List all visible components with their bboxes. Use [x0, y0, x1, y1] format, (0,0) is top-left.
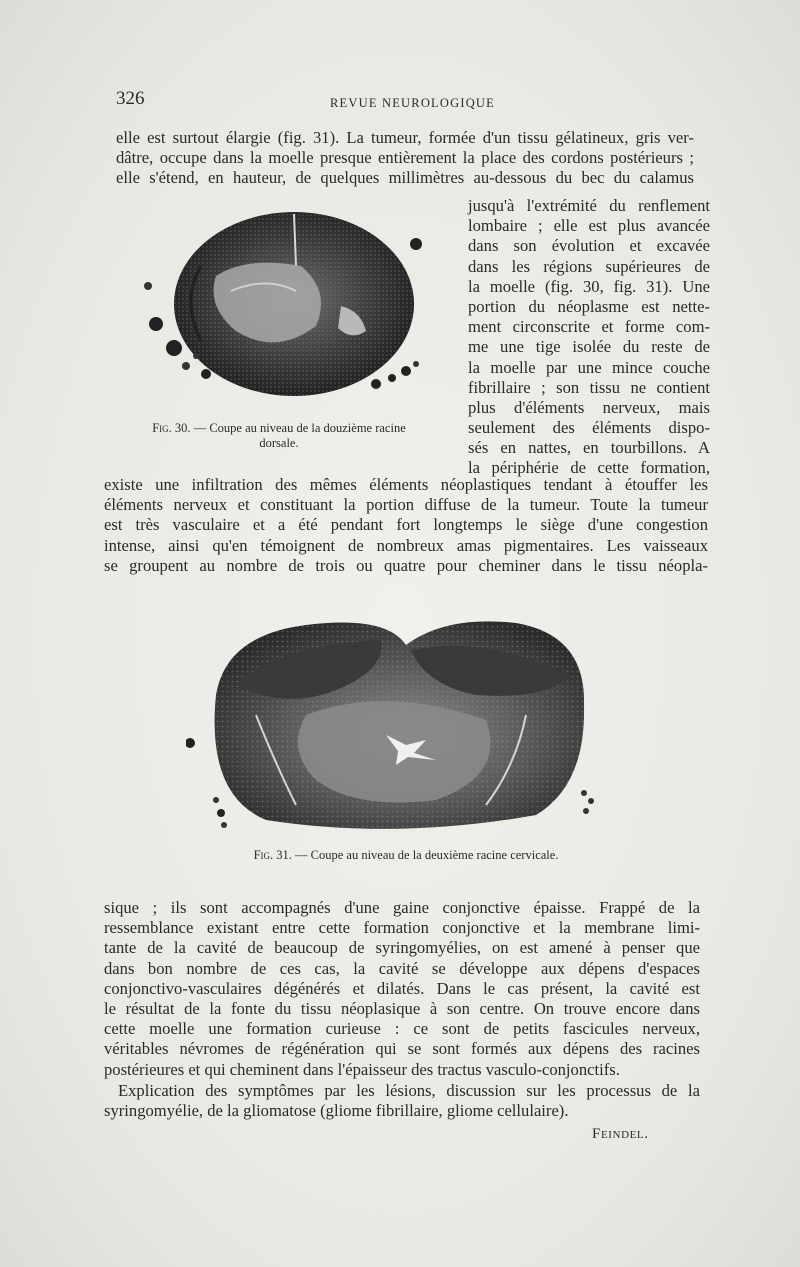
- figure-label: Fig. 31.: [253, 848, 292, 862]
- explication-paragraph: [104, 1081, 700, 1121]
- text-line: sique ; ils sont accompagnés d'une gaine conjonctive épaisse. Frappé de la: [104, 898, 700, 917]
- text-line: jusqu'à l'extrémité du renflement: [468, 196, 710, 215]
- text-line: seulement des éléments dispo-: [468, 418, 710, 438]
- figure-31-illustration: [186, 615, 606, 835]
- text-line: le résultat de la fonte du tissu néoplasique à son centre. On trouve encore dans: [104, 998, 700, 1018]
- text-line: postérieures et qui cheminent dans l'épaisseur des tractus vasculo-conjonctifs.: [104, 1059, 620, 1079]
- text-line: existe une infiltration des mêmes éléments néoplastiques tendant à étouffer les: [104, 475, 708, 494]
- text-line: conjonctivo-vasculaires dégénérés et dilatés. Dans le cas présent, la cavité est: [104, 978, 700, 998]
- page-number: 326: [116, 88, 145, 109]
- running-head: REVUE NEUROLOGIQUE: [330, 96, 495, 110]
- caption-text: dorsale.: [259, 436, 299, 450]
- text-line: tante de la cavité de beaucoup de syringomyélies, on est amené à penser que: [104, 938, 700, 958]
- side-column: [468, 196, 710, 479]
- text-line: cette moelle une formation curieuse : ce sont de petits fascicules nerveux,: [104, 1019, 700, 1039]
- text-line: ressemblance existant entre cette formation conjonctive et la membrane limi-: [104, 918, 700, 938]
- text-line: plus d'éléments nerveux, mais: [468, 397, 710, 417]
- text-line: me une tige isolée du reste de: [468, 337, 710, 357]
- caption-text: — Coupe au niveau de la douzième racine: [193, 421, 406, 435]
- text-line: intense, ainsi qu'en témoignent de nombreux amas pigmentaires. Les vaisseaux: [104, 535, 708, 555]
- text-line: la périphérie de cette formation,: [468, 458, 710, 478]
- text-line: syringomyélie, de la gliomatose (gliome fibrillaire, gliome cellulaire).: [104, 1101, 569, 1121]
- text-line: éléments nerveux et constituant la portion diffuse de la tumeur. Toute la tumeur: [104, 495, 708, 515]
- text-line: dans son évolution et excavée: [468, 236, 710, 256]
- text-line: fibrillaire ; son tissu ne contient: [468, 377, 710, 397]
- text-line: dans les régions supérieures de: [468, 256, 710, 276]
- text-line: véritables névromes de régénération qui se sont formés aux dépens des racines: [104, 1039, 700, 1059]
- text-line: est très vasculaire et a été pendant fort longtemps le siège d'une congestion: [104, 515, 708, 535]
- top-paragraph: [116, 128, 694, 189]
- caption-text: — Coupe au niveau de la deuxième racine cervicale.: [295, 848, 559, 862]
- text-line: dans bon nombre de ces cas, la cavité se développe aux dépens d'espaces: [104, 958, 700, 978]
- text-line: ment circonscrite et forme com-: [468, 317, 710, 337]
- text-line: sés en nattes, en tourbillons. A: [468, 438, 710, 458]
- figure-31-caption: [196, 848, 616, 863]
- author-signature: Feindel.: [592, 1126, 649, 1142]
- text-line: lombaire ; elle est plus avancée: [468, 216, 710, 236]
- text-line: la moelle (fig. 30, fig. 31). Une: [468, 276, 710, 296]
- text-line: dâtre, occupe dans la moelle presque entièrement la place des cordons postérieurs ;: [116, 148, 694, 168]
- middle-paragraph: [104, 475, 708, 576]
- text-line: elle s'étend, en hauteur, de quelques millimètres au-dessous du bec du calamus: [116, 168, 694, 188]
- text-line: la moelle par une mince couche: [468, 357, 710, 377]
- figure-30-caption: [104, 421, 454, 451]
- figure-30-illustration: [126, 206, 446, 416]
- text-line: Explication des symptômes par les lésions, discussion sur les processus de la: [118, 1081, 700, 1100]
- bottom-paragraph: [104, 898, 700, 1080]
- text-line: elle est surtout élargie (fig. 31). La tumeur, formée d'un tissu gélatineux, gris ver-: [116, 128, 694, 147]
- text-line: portion du néoplasme est nette-: [468, 296, 710, 316]
- figure-label: Fig. 30.: [152, 421, 191, 435]
- text-line: se groupent au nombre de trois ou quatre pour cheminer dans le tissu néopla-: [104, 555, 708, 575]
